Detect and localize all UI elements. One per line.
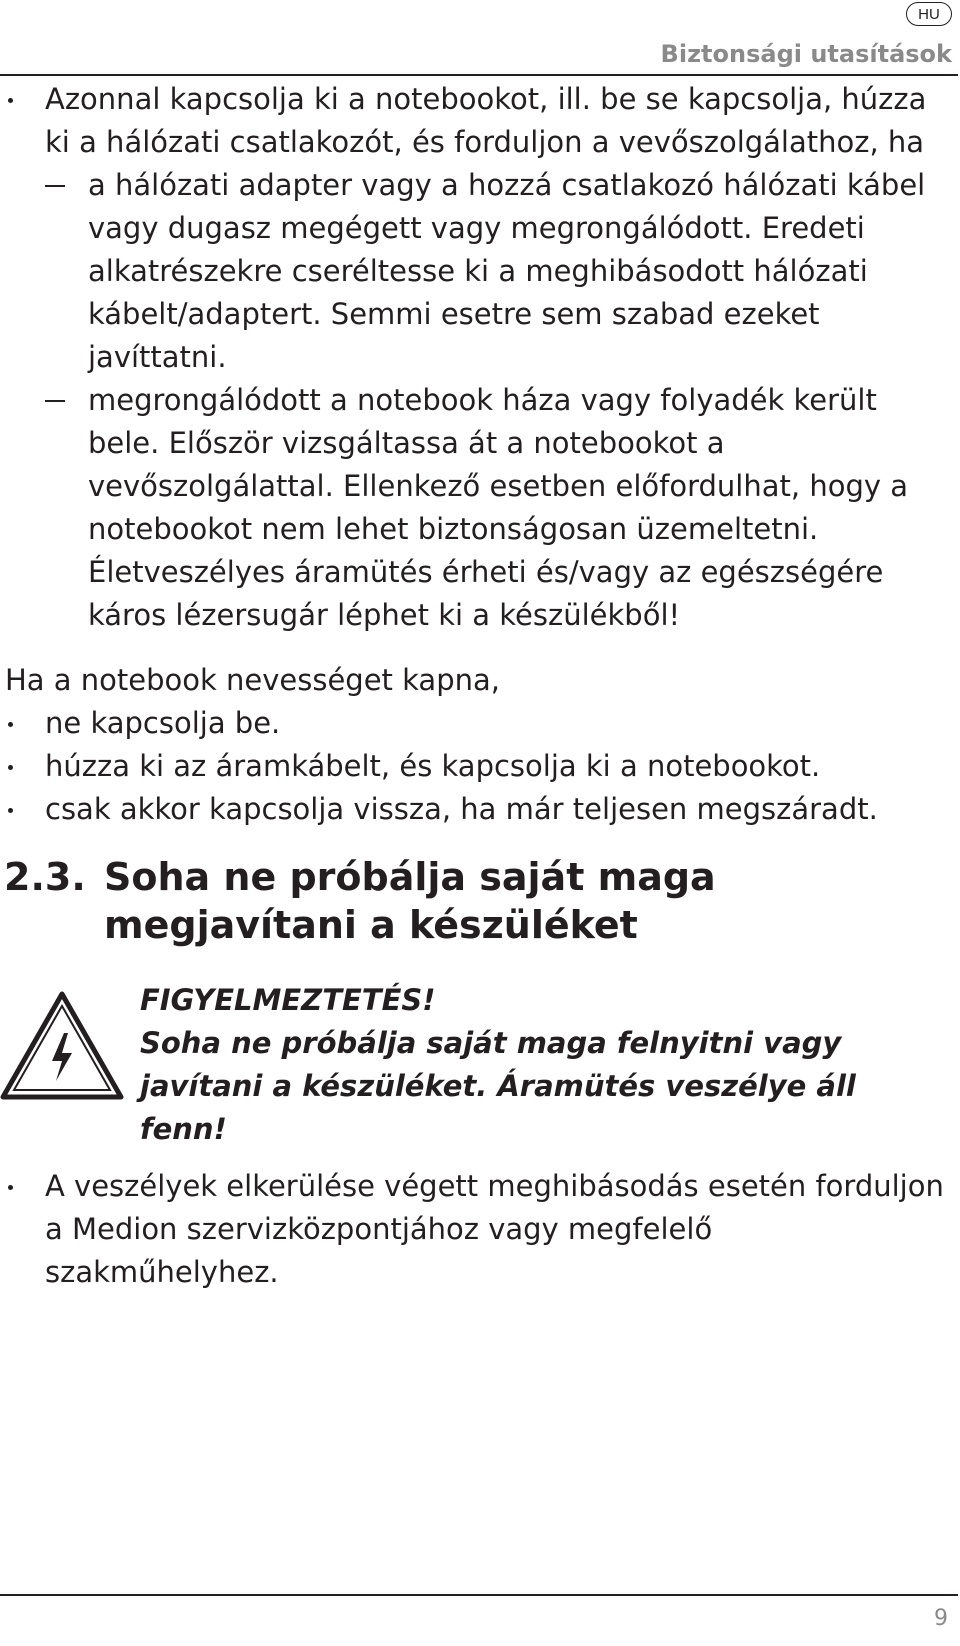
header-title: Biztonsági utasítások: [660, 40, 952, 68]
warning-text: [140, 979, 950, 1151]
bullet-item-service: A veszélyek elkerülése végett meghibásodás esetén forduljon a Medion szervizközpontjához vagy megfelelő szakműhelyhez.: [0, 1165, 950, 1294]
section-title: Soha ne próbálja saját maga megjavítani a készüléket: [104, 855, 716, 947]
language-badge: HU: [906, 2, 952, 26]
warning-block: [0, 979, 950, 1151]
warning-label: FIGYELMEZTETÉS!: [140, 983, 436, 1017]
section-number: 2.3.: [4, 855, 86, 899]
page-content: [0, 78, 950, 1294]
dash-item-adapter: a hálózati adapter vagy a hozzá csatlakozó hálózati kábel vagy dugasz megégett vagy megrongálódott. Eredeti alkatrészekre cseréltesse ki a meghibásodott hálózati kábelt/adaptert. Semmi esetre sem szabad ezeket javíttatni.: [0, 164, 950, 379]
dash-item-housing: megrongálódott a notebook háza vagy folyadék került bele. Először vizsgáltassa át a notebookot a vevőszolgálattal. Ellenkező esetben előfordulhat, hogy a notebookot nem lehet biztonságosan üzemeltetni. Életveszélyes áramütés érheti és/vagy az egészségére káros lézersugár léphet ki a készülékből!: [0, 379, 950, 637]
electric-shock-warning-icon: [0, 979, 140, 1113]
moisture-intro: Ha a notebook nevességet kapna,: [5, 663, 500, 697]
page-number: 9: [934, 1606, 948, 1631]
header-divider: [0, 74, 958, 76]
moisture-item: csak akkor kapcsolja vissza, ha már teljesen megszáradt.: [0, 788, 950, 831]
footer-divider: [0, 1594, 958, 1596]
moisture-item: húzza ki az áramkábelt, és kapcsolja ki a notebookot.: [0, 745, 950, 788]
moisture-item: ne kapcsolja be.: [0, 702, 950, 745]
warning-message: Soha ne próbálja saját maga felnyitni vagy javítani a készüléket. Áramütés veszélye áll fenn!: [140, 1026, 856, 1146]
section-heading: [0, 853, 950, 949]
bullet-item-power-off: Azonnal kapcsolja ki a notebookot, ill. be se kapcsolja, húzza ki a hálózati csatlakozót, és forduljon a vevőszolgálathoz, ha: [0, 78, 950, 164]
